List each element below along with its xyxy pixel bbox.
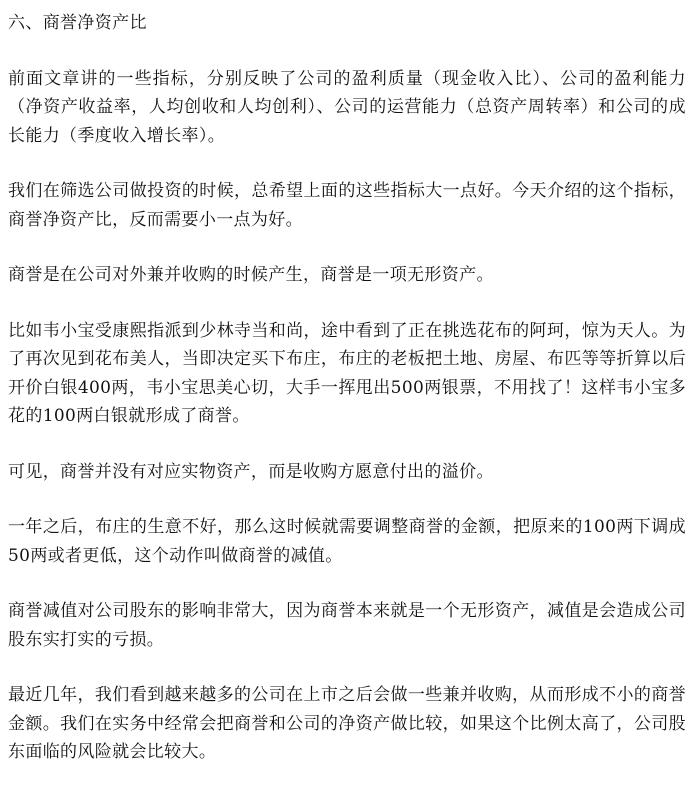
paragraph-impairment-impact: 商誉减值对公司股东的影响非常大，因为商誉本来就是一个无形资产，减值是会造成公司股东实打实的亏损。 <box>8 601 686 650</box>
paragraph-goodwill-premium: 可见，商誉并没有对应实物资产，而是收购方愿意付出的溢价。 <box>8 461 494 482</box>
paragraph-goodwill-impairment: 一年之后，布庄的生意不好，那么这时候就需要调整商誉的金额，把原来的100两下调成50两或者更低，这个动作叫做商誉的减值。 <box>8 517 686 566</box>
paragraph-metrics-recap: 前面文章讲的一些指标，分别反映了公司的盈利质量（现金收入比）、公司的盈利能力（净资产收益率，人均创收和人均创利）、公司的运营能力（总资产周转率）和公司的成长能力（季度收入增长率）。 <box>8 68 686 146</box>
paragraph-goodwill-ratio-intro: 我们在筛选公司做投资的时候，总希望上面的这些指标大一点好。今天介绍的这个指标，商誉净资产比，反而需要小一点为好。 <box>8 181 686 230</box>
section-title: 六、商誉净资产比 <box>8 13 147 33</box>
paragraph-wei-xiaobao-example: 比如韦小宝受康熙指派到少林寺当和尚，途中看到了正在挑选花布的阿珂，惊为天人。为了再次见到花布美人，当即决定买下布庄，布庄的老板把土地、房屋、布匹等等折算以后开价白银400两，韦小宝思美心切，大手一挥甩出500两银票，不用找了！这样韦小宝多花的100两白银就形成了商誉。 <box>8 320 686 426</box>
paragraph-recent-acquisitions: 最近几年，我们看到越来越多的公司在上市之后会做一些兼并收购，从而形成不小的商誉金额。我们在实务中经常会把商誉和公司的净资产做比较，如果这个比例太高了，公司股东面临的风险就会比较大。 <box>8 685 686 762</box>
paragraph-goodwill-definition: 商誉是在公司对外兼并收购的时候产生，商誉是一项无形资产。 <box>8 265 494 285</box>
